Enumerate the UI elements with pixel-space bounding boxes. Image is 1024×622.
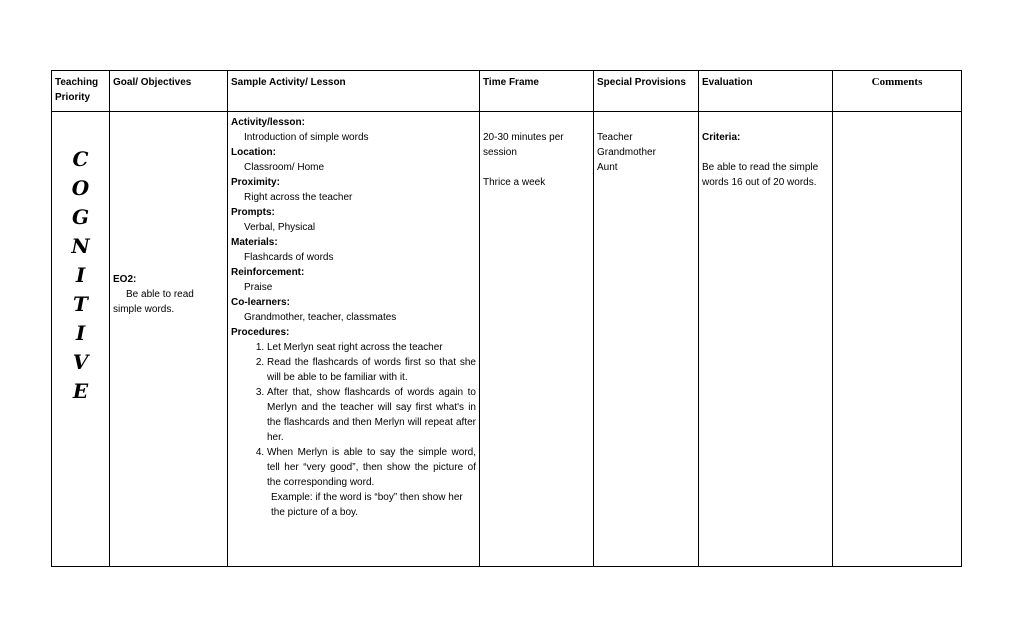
procedures-label: Procedures: — [231, 327, 290, 338]
provision-item: Teacher — [597, 132, 633, 143]
list-item: 2. Read the flashcards of words first so that she will be able to be familiar with it. — [267, 355, 476, 385]
time-frequency: Thrice a week — [483, 177, 546, 188]
materials-label: Materials: — [231, 237, 278, 248]
goal-cell — [110, 112, 228, 567]
proximity-value: Right across the teacher — [244, 192, 353, 203]
header-sample-activity: Sample Activity/ Lesson — [228, 71, 480, 112]
list-item: 3. After that, show flashcards of words again to Merlyn and the teacher will say first what's in the flashcards and then Merlyn will repeat after her. — [267, 385, 476, 445]
header-evaluation: Evaluation — [699, 71, 833, 112]
criteria-label: Criteria: — [702, 132, 741, 143]
lesson-label: Activity/lesson: — [231, 117, 305, 128]
header-teaching-priority: Teaching Priority — [52, 71, 110, 112]
evaluation-cell — [699, 112, 833, 567]
colearners-value: Grandmother, teacher, classmates — [244, 312, 397, 323]
location-label: Location: — [231, 147, 276, 158]
domain-letter: V — [72, 350, 89, 374]
goal-text: Be able to read simple words. — [113, 289, 194, 315]
reinforcement-label: Reinforcement: — [231, 267, 305, 278]
location-value: Classroom/ Home — [244, 162, 325, 173]
list-item: 1. Let Merlyn seat right across the teacher — [267, 340, 476, 355]
time-frame-cell — [480, 112, 594, 567]
domain-letter: E — [72, 379, 89, 403]
criteria-text: Be able to read the simple words 16 out of 20 words. — [702, 162, 819, 188]
prompts-value: Verbal, Physical — [244, 222, 316, 233]
reinforcement-value: Praise — [244, 282, 273, 293]
comments-cell — [833, 112, 962, 567]
time-duration: 20-30 minutes per session — [483, 132, 564, 158]
header-goal-objectives: Goal/ Objectives — [110, 71, 228, 112]
special-provisions-cell — [594, 112, 699, 567]
provision-item: Grandmother — [597, 147, 656, 158]
materials-value: Flashcards of words — [244, 252, 334, 263]
procedures-list — [231, 340, 476, 490]
lesson-plan-table — [51, 70, 962, 567]
procedure-example: Example: if the word is “boy” then show her the picture of a boy. — [271, 492, 463, 518]
header-comments: Comments — [833, 71, 962, 112]
prompts-label: Prompts: — [231, 207, 275, 218]
header-time-frame: Time Frame — [480, 71, 594, 112]
domain-vertical-label — [55, 145, 106, 406]
domain-letter: O — [71, 176, 90, 200]
domain-letter: N — [71, 234, 90, 258]
activity-cell — [228, 112, 480, 567]
teaching-priority-cell — [52, 112, 110, 567]
domain-letter: G — [71, 205, 90, 229]
header-row — [52, 71, 962, 112]
colearners-label: Co-learners: — [231, 297, 290, 308]
domain-letter: T — [73, 292, 88, 316]
proximity-label: Proximity: — [231, 177, 280, 188]
table-row — [52, 112, 962, 567]
goal-code: EO2: — [113, 274, 137, 285]
list-item: 4. When Merlyn is able to say the simple word, tell her “very good”, then show the picture of the corresponding word. — [267, 445, 476, 490]
header-special-provisions: Special Provisions — [594, 71, 699, 112]
domain-letter: C — [72, 147, 89, 171]
lesson-value: Introduction of simple words — [244, 132, 369, 143]
domain-letter: I — [75, 321, 86, 345]
provision-item: Aunt — [597, 162, 618, 173]
domain-letter: I — [75, 263, 86, 287]
